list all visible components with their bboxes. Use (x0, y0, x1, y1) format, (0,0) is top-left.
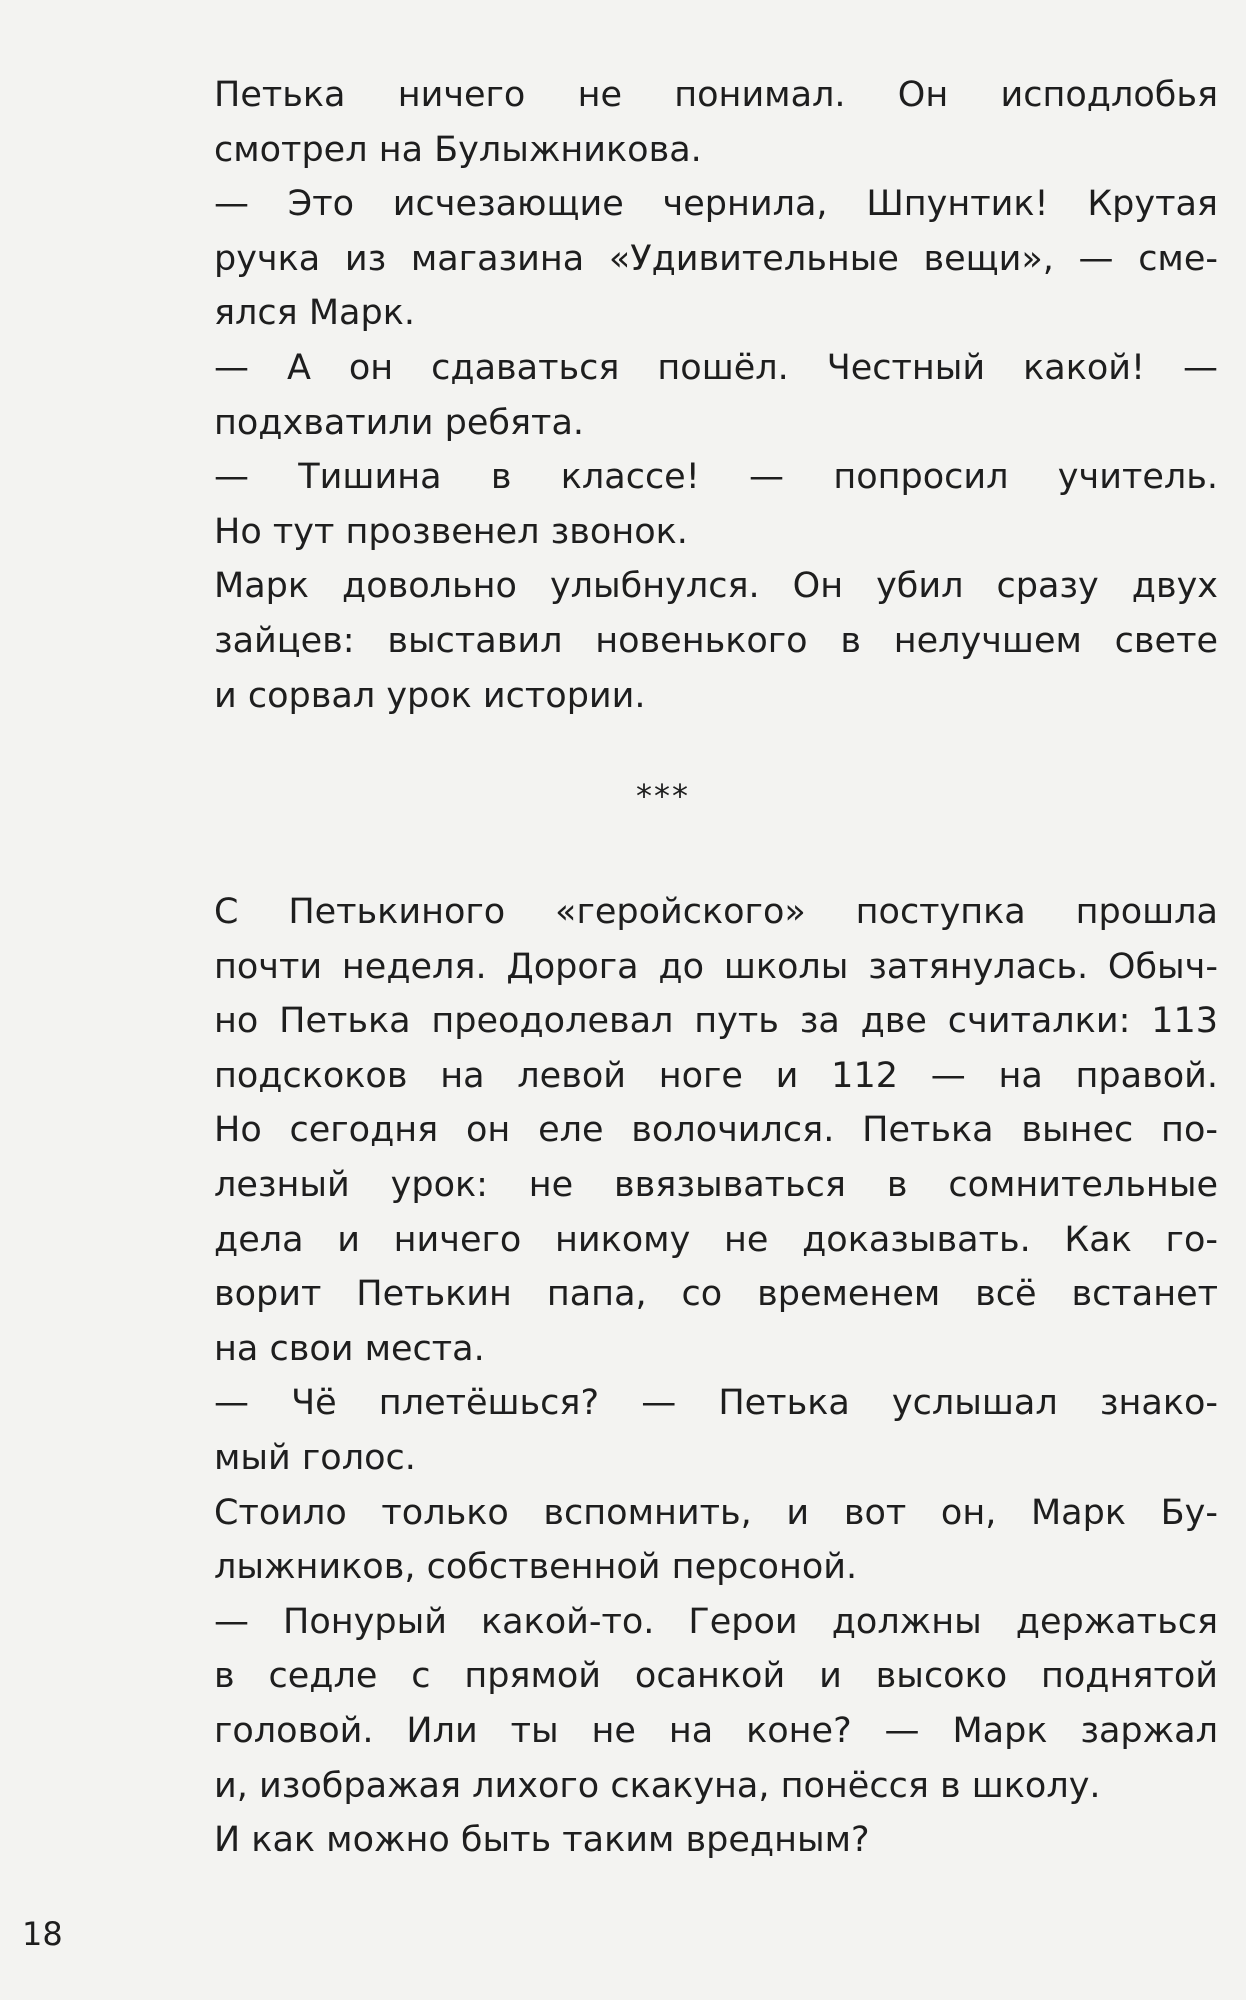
text-line: подскоков на левой ноге и 112 — на правой. (214, 1055, 1218, 1096)
text-line: зайцев: выставил новенького в нелучшем свете (214, 620, 1218, 661)
text-line: — Это исчезающие чернила, Шпунтик! Крутая (214, 184, 1218, 225)
text-line: ялся Марк. (214, 293, 415, 334)
text-line: но Петька преодолевал путь за две считалки: 113 (214, 1001, 1218, 1042)
paragraph (141, 177, 1218, 341)
text-line: и сорвал урок истории. (214, 675, 646, 716)
paragraph (141, 1813, 1218, 1868)
paragraph (141, 68, 1218, 177)
paragraph (141, 341, 1218, 450)
text-line: ворит Петькин папа, со временем всё встанет (214, 1274, 1218, 1315)
text-line: С Петькиного «геройского» поступка прошла (214, 892, 1218, 932)
text-line: лыжников, собственной персоной. (214, 1547, 858, 1588)
text-line: смотрел на Булыжникова. (214, 129, 702, 170)
text-line: — А он сдаваться пошёл. Честный какой! — (214, 347, 1218, 388)
text-line: ручка из магазина «Удивительные вещи», — сме- (214, 238, 1218, 279)
text-line: — Чё плетёшься? — Петька услышал знако- (214, 1383, 1218, 1424)
text-line: Но тут прозвенел звонок. (214, 511, 688, 552)
text-line: подхватили ребята. (214, 402, 585, 443)
paragraph (141, 1595, 1218, 1813)
text-line: в седле с прямой осанкой и высоко поднятой (214, 1656, 1218, 1697)
paragraph (141, 559, 1218, 723)
text-line: головой. Или ты не на коне? — Марк заржал (214, 1710, 1218, 1751)
text-line: и, изображая лихого скакуна, понёсся в школу. (214, 1765, 1101, 1806)
text-line: Но сегодня он еле волочился. Петька вынес по- (214, 1110, 1218, 1151)
text-line: почти неделя. Дорога до школы затянулась. Обыч- (214, 946, 1218, 987)
text-section-top (141, 68, 1218, 723)
text-line: на свои места. (214, 1328, 485, 1369)
paragraph (141, 885, 1218, 1376)
paragraph (141, 450, 1218, 559)
text-line: лезный урок: не ввязываться в сомнительные (214, 1164, 1218, 1205)
text-line: — Понурый какой-то. Герои должны держаться (214, 1601, 1218, 1642)
section-separator: *** (636, 777, 690, 815)
text-line: мый голос. (214, 1437, 416, 1478)
text-line: И как можно быть таким вредным? (214, 1820, 870, 1861)
text-line: дела и ничего никому не доказывать. Как го- (214, 1219, 1218, 1260)
text-line: Стоило только вспомнить, и вот он, Марк Бу- (214, 1492, 1218, 1533)
text-line: Марк довольно улыбнулся. Он убил сразу двух (214, 566, 1218, 607)
text-section-bottom (141, 885, 1218, 1868)
text-line: Петька ничего не понимал. Он исподлобья (214, 75, 1218, 115)
paragraph (141, 1376, 1218, 1485)
text-line: — Тишина в классе! — попросил учитель. (214, 457, 1218, 498)
paragraph (141, 1486, 1218, 1595)
page-number: 18 (22, 1915, 63, 1953)
